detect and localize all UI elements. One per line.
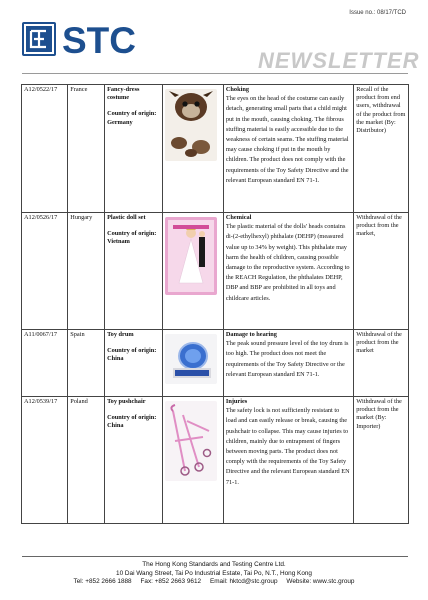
product-name: Fancy-dress costume: [107, 86, 140, 102]
measures-taken: Withdrawal of the product from the market: [354, 330, 409, 397]
footer-divider: [22, 556, 408, 557]
description-cell: [223, 330, 353, 397]
product-photo-cell: [162, 213, 223, 330]
product-name: Toy pushchair: [107, 398, 146, 405]
measures-taken: Recall of the product from end users, withdrawal of the product from the market (By: Distributor): [354, 85, 409, 213]
header-divider: [22, 73, 408, 74]
description-cell: [223, 397, 353, 524]
product-photo-cell: [162, 330, 223, 397]
notifying-country: Spain: [68, 330, 105, 397]
contact-details: Tel: +852 2666 1888 Fax: +852 2663 9612 Email: hktcd@stc.group Website: www.stc.group: [73, 578, 355, 586]
costume-photo: [165, 89, 217, 161]
issue-number: Issue no.: 08/17/TCD: [349, 10, 406, 16]
country-of-origin: Country of origin: Germany: [107, 110, 157, 126]
product-cell: [105, 397, 163, 524]
pushchair-photo: [165, 401, 217, 481]
reference-number: A12/0522/17: [22, 85, 68, 213]
country-of-origin: Country of origin: China: [107, 347, 157, 363]
table-row: [22, 85, 409, 213]
table-row: [22, 213, 409, 330]
risk-type: Chemical: [225, 214, 252, 221]
product-cell: [105, 85, 163, 213]
country-of-origin: Country of origin: Vietnam: [107, 230, 157, 246]
product-name: Plastic doll set: [107, 214, 146, 221]
doll-set-photo: [165, 217, 217, 295]
product-photo-cell: [162, 85, 223, 213]
measures-taken: Withdrawal of the product from the market (By: Importer): [354, 397, 409, 524]
risk-type: Damage to hearing: [225, 331, 277, 338]
toy-drum-photo: [165, 334, 217, 384]
risk-type: Injuries: [225, 398, 248, 405]
country-of-origin: Country of origin: China: [107, 414, 157, 430]
svg-text:STC: STC: [62, 20, 136, 60]
measures-taken: Withdrawal of the product from the market,: [354, 213, 409, 330]
reference-number: A11/0067/17: [22, 330, 68, 397]
product-cell: [105, 213, 163, 330]
newsletter-title: NEWSLETTER: [258, 48, 420, 73]
product-cell: [105, 330, 163, 397]
risk-type: Choking: [225, 86, 249, 93]
table-row: [22, 330, 409, 397]
notifying-country: Poland: [68, 397, 105, 524]
notifying-country: Hungary: [68, 213, 105, 330]
risk-description: The peak sound pressure level of the toy drum is too high. The product does not meet the requirements of the Toy Safety Directive or the relevant European standard EN 71-1.: [225, 340, 349, 378]
product-name: Toy drum: [107, 331, 134, 338]
product-photo-cell: [162, 397, 223, 524]
stc-logo: [22, 20, 170, 60]
risk-description: The eyes on the head of the costume can easily detach, generating small parts that a child might put in the mouth, causing choking. The fibrous stuffing material is easily accessible due to the weakness of certain seams. The stuffing material may cause choking if put in the mouth by children. The product does not comply with the requirements of the Toy Safety Directive and the relevant European standard EN 71-1.: [225, 95, 349, 184]
reference-number: A12/0526/17: [22, 213, 68, 330]
company-address: 10 Dai Wang Street, Tai Po Industrial Estate, Tai Po, N.T., Hong Kong: [116, 569, 312, 577]
risk-description: The plastic material of the dolls' heads contains di-(2-ethylhexyl) phthalate (DEHP) (measured value up to 34% by weight). This phthalate may harm the health of children, causing possible damage to the reproductive system. According to the REACH Regulation, the phthalates DEHP, DBP and BBP are prohibited in all toys and childcare articles.: [225, 223, 350, 302]
company-name: The Hong Kong Standards and Testing Centre Ltd.: [142, 561, 286, 568]
description-cell: [223, 85, 353, 213]
description-cell: [223, 213, 353, 330]
recall-table: [21, 84, 409, 524]
reference-number: A12/0539/17: [22, 397, 68, 524]
footer: [0, 561, 428, 587]
table-row: [22, 397, 409, 524]
risk-description: The safety lock is not sufficiently resistant to load and can easily release or break, causing the pushchair to collapse. This may cause injuries to children, mainly due to entrapment of fingers between moving parts. The product does not comply with the requirements of the Toy Safety Directive and the relevant European standard EN 71-1.: [225, 407, 350, 486]
notifying-country: France: [68, 85, 105, 213]
